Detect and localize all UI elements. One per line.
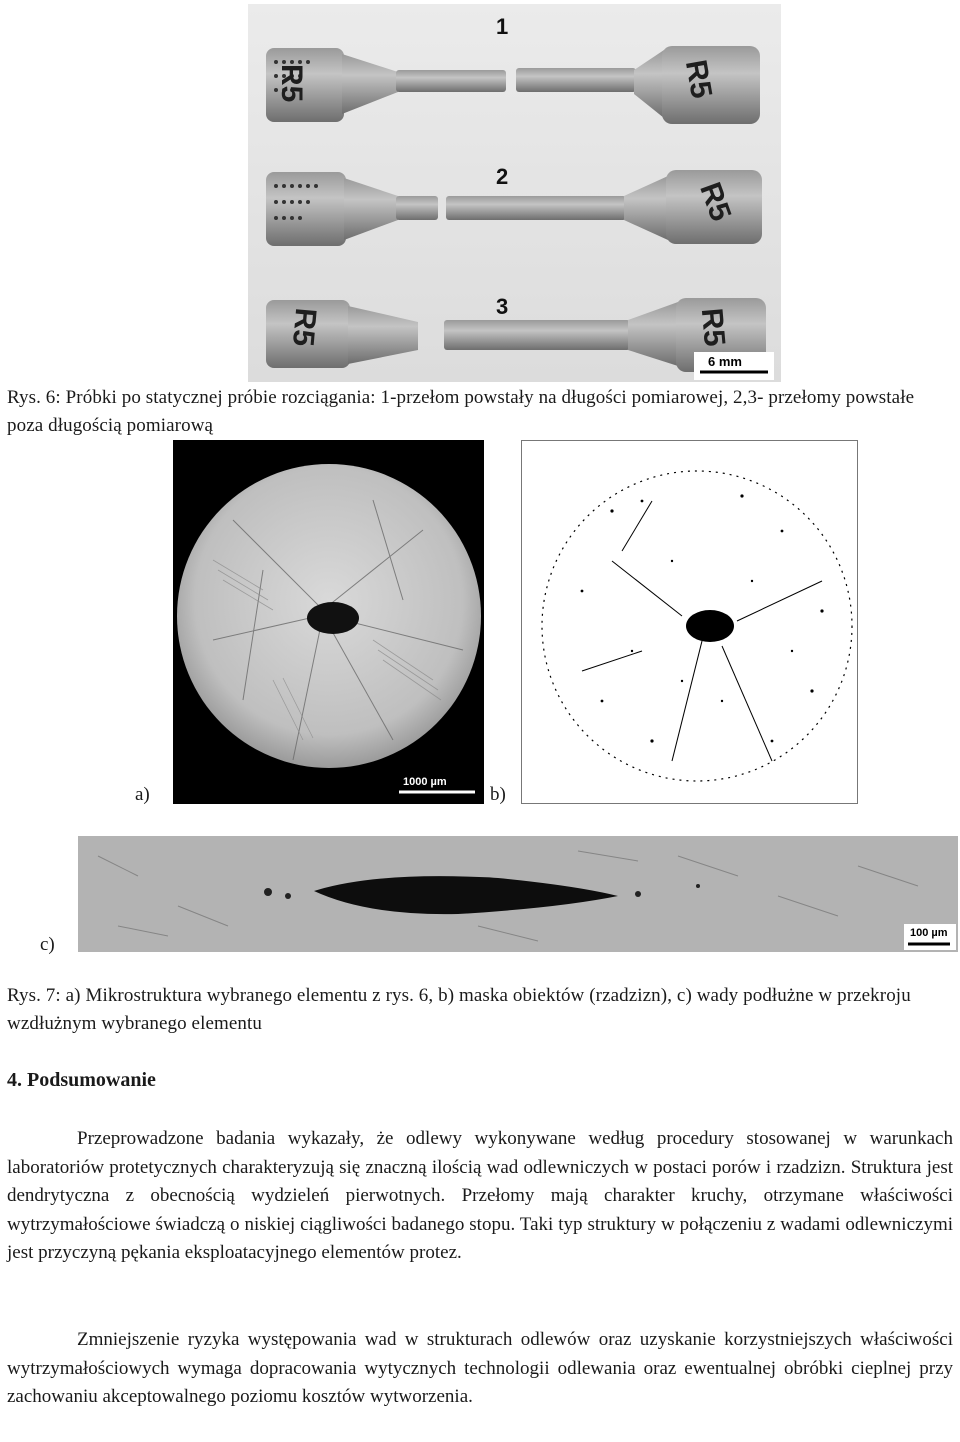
mark-1b: R5	[678, 57, 719, 101]
summary-paragraph-1-text: Przeprowadzone badania wykazały, że odlewy wykonywane według procedury stosowanej w warunkach laboratoriów protetycznych charakteryzują się znaczną ilością wad odlewniczych w postaci porów i rzadzizn. Struktura jest dendrytyczna z obecnością wydzieleń pierwotnych. Przełomy mają charakter kruchy, otrzymane właściwości wytrzymałościowe świadczą o niskiej ciągliwości badanego stopu. Taki typ struktury w połączeniu z wadami odlewniczymi jest przyczyną pękania eksploatacyjnego elementów protez.	[7, 1128, 953, 1263]
microstructure-image	[173, 440, 484, 804]
specimen-number-2: 2	[496, 164, 509, 189]
pore-mask-image	[521, 440, 858, 804]
specimens-photo	[248, 4, 781, 382]
specimen-number-3: 3	[496, 294, 509, 319]
mark-2b: R5	[693, 178, 738, 226]
shrinkage-cavity	[307, 602, 359, 634]
mark-3a: R5	[285, 306, 323, 348]
label-b: b)	[490, 784, 506, 805]
label-c: c)	[40, 934, 55, 955]
specimen-number-1: 1	[496, 14, 509, 39]
mark-1a: R5	[275, 64, 308, 103]
scale-c-label: 100 µm	[910, 927, 948, 939]
label-a: a)	[135, 784, 150, 805]
summary-paragraph-2	[7, 1326, 953, 1412]
figure6-caption: Rys. 6: Próbki po statycznej próbie rozciągania: 1-przełom powstały na długości pomiarowej, 2,3- przełomy powstałe poza długością pomiarową	[7, 387, 915, 436]
longitudinal-defect-image	[78, 836, 958, 952]
section-heading: 4. Podsumowanie	[7, 1069, 156, 1091]
summary-paragraph-2-text: Zmniejszenie ryzyka występowania wad w strukturach odlewów oraz uzyskanie korzystniejszych właściwości wytrzymałościowych wymaga dopracowania wytycznych technologii odlewania oraz ewentualnej obróbki cieplnej przy zachowaniu akceptowalnego poziomu kosztów wytworzenia.	[7, 1329, 953, 1407]
scale-bar-label: 6 mm	[708, 354, 742, 369]
scale-a-label: 1000 µm	[403, 776, 447, 788]
mark-3b: R5	[694, 306, 732, 348]
figure7-caption: Rys. 7: a) Mikrostruktura wybranego elementu z rys. 6, b) maska obiektów (rzadzizn), c) wady podłużne w przekroju wzdłużnym wybranego elementu	[7, 985, 911, 1034]
specimens-illustration	[248, 4, 781, 382]
summary-paragraph-1	[7, 1125, 953, 1268]
